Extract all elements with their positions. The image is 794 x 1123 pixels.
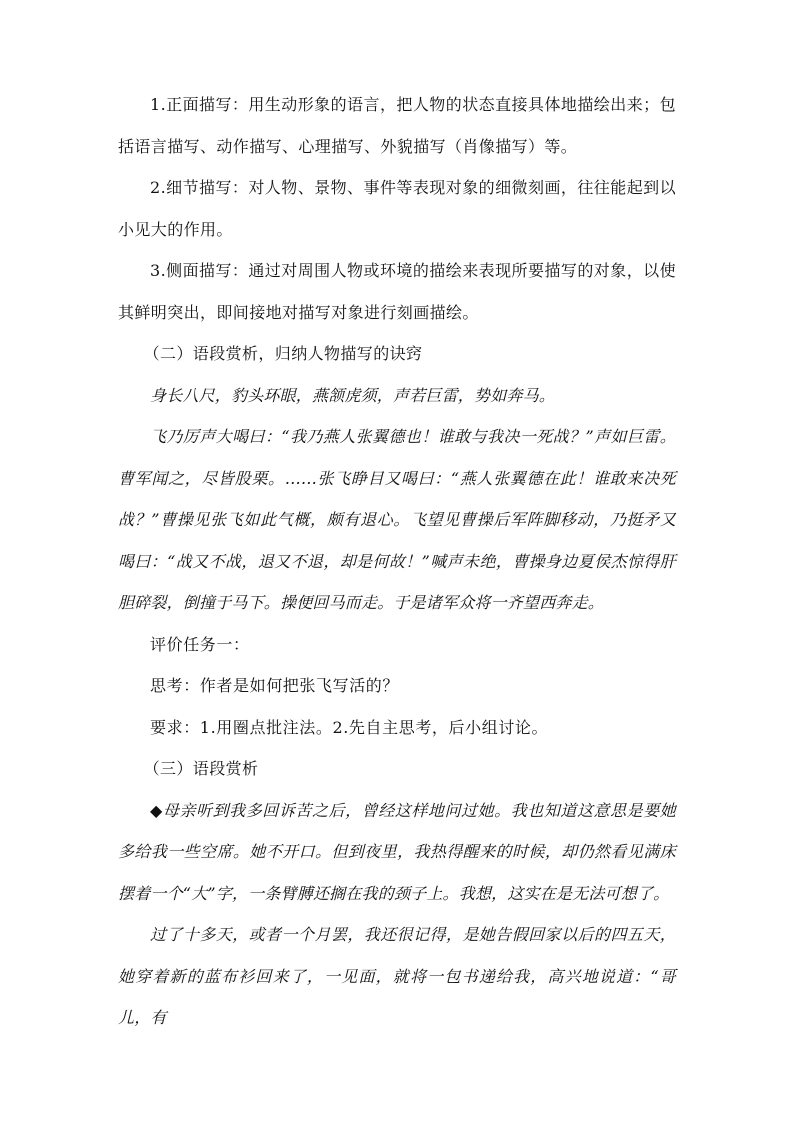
diamond-bullet-icon: ◆ — [150, 800, 163, 820]
quote-mother-text: 母亲听到我多回诉苦之后，曾经这样地问过她。我也知道这意思是要她多给我一些空席。她不开口。但到夜里，我热得醒来的时候，却仍然看见满床摆着一个“大”字，一条臂膊还搁在我的颈子上。我想，这实在是无法可想了。 — [118, 800, 676, 903]
section-heading-3: （三）语段赏析 — [143, 759, 259, 778]
section-heading-2: （二）语段赏析，归纳人物描写的诀窍 — [143, 344, 423, 363]
task-think: 思考：作者是如何把张飞写活的？ — [150, 676, 400, 695]
quote-zhangfei-appearance: 身长八尺，豹头环眼，燕颔虎须，声若巨雷，势如奔马。 — [150, 385, 556, 405]
quote-tenday-paragraph: 过了十多天，或者一个月罢，我还很记得，是她告假回家以后的四五天，她穿着新的蓝布衫回来了，一见面，就将一包书递给我，高兴地说道：“哥儿，有 — [118, 925, 676, 1027]
paragraph-side-description: 3.侧面描写：通过对周围人物或环境的描绘来表现所要描写的对象，以使其鲜明突出，即间接地对描写对象进行刻画描绘。 — [118, 261, 676, 322]
paragraph-detail-description: 2.细节描写：对人物、景物、事件等表现对象的细微刻画，往往能起到以小见大的作用。 — [118, 178, 676, 239]
quote-mother-paragraph — [118, 790, 676, 915]
task-title: 评价任务一： — [150, 634, 250, 654]
paragraph-frontal-description: 1.正面描写：用生动形象的语言，把人物的状态直接具体地描绘出来；包括语言描写、动作描写、心理描写、外貌描写（肖像描写）等。 — [118, 95, 676, 156]
task-require: 要求：1.用圈点批注法。2.先自主思考，后小组讨论。 — [150, 717, 549, 737]
quote-zhangfei-shout: 飞乃厉声大喝曰：“我乃燕人张翼德也！谁敢与我决一死战？”声如巨雷。曹军闻之，尽皆股栗。……张飞睁目又喝曰：“燕人张翼德在此！谁敢来决死战？”曹操见张飞如此气概，颇有退心。飞望见曹操后军阵脚移动，乃挺矛又喝曰：“战又不战，退又不退，却是何故！”喊声未绝，曹操身边夏侯杰惊得肝胆碎裂，倒撞于马下。操便回马而走。于是诸军众将一齐望西奔走。 — [118, 427, 676, 612]
